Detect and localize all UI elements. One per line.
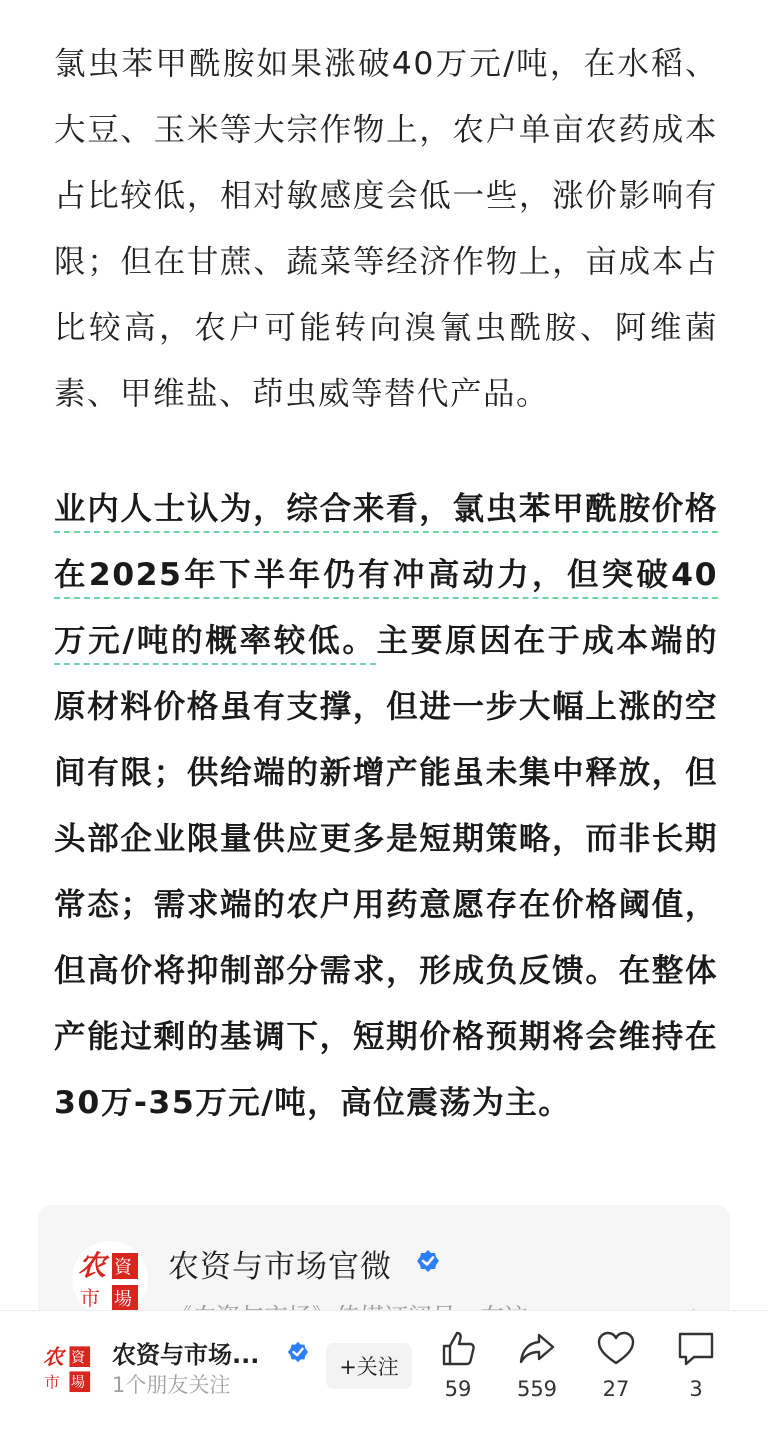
svg-text:市: 市: [44, 1373, 60, 1392]
article-paragraph-2: [54, 476, 718, 1136]
article-paragraph-1: 氯虫苯甲酰胺如果涨破40万元/吨，在水稻、大豆、玉米等大宗作物上，农户单亩农药成本占比较低，相对敏感度会低一些，涨价影响有限；但在甘蔗、蔬菜等经济作物上，亩成本占比较高，农户可能转向溴氰虫酰胺、阿维菌素、甲维盐、茚虫威等替代产品。: [54, 46, 718, 412]
comment-count: 3: [689, 1377, 703, 1401]
favorite-count: 27: [602, 1377, 630, 1401]
share-button[interactable]: [502, 1329, 572, 1419]
svg-text:农: 农: [78, 1249, 107, 1282]
svg-text:資: 資: [114, 1257, 132, 1278]
highlighted-sentence[interactable]: 业内人士认为，综合来看，氯虫苯甲酰胺价格在2025年下半年仍有冲高动力，但突破40万元/吨的概率较低。: [54, 491, 718, 659]
favorite-button[interactable]: [581, 1329, 651, 1419]
svg-text:农: 农: [42, 1345, 64, 1370]
author-name[interactable]: 农资与市场...: [112, 1341, 260, 1369]
verified-badge-icon: [416, 1249, 440, 1273]
like-button[interactable]: [423, 1329, 493, 1419]
like-count: 59: [444, 1377, 472, 1401]
author-avatar-icon[interactable]: [40, 1339, 96, 1395]
thumbs-up-icon: [438, 1329, 478, 1369]
paragraph-2-rest: 主要原因在于成本端的原材料价格虽有支撑，但进一步大幅上涨的空间有限；供给端的新增产能虽未集中释放，但头部企业限量供应更多是短期策略，而非长期常态；需求端的农户用药意愿存在价格阈值，但高价将抑制部分需求，形成负反馈。在整体产能过剩的基调下，短期价格预期将会维持在30万-35万元/吨，高位震荡为主。: [54, 623, 718, 1121]
share-arrow-icon: [517, 1329, 557, 1369]
account-name: 农资与市场官微: [168, 1249, 392, 1285]
svg-text:場: 場: [114, 1289, 132, 1310]
follow-button[interactable]: +关注: [326, 1343, 412, 1389]
comment-button[interactable]: [661, 1329, 731, 1419]
svg-text:場: 場: [70, 1374, 85, 1391]
share-count: 559: [516, 1377, 558, 1401]
bottom-action-bar: [0, 1310, 768, 1440]
svg-text:市: 市: [80, 1286, 100, 1310]
friends-following-count: 1个朋友关注: [112, 1373, 231, 1397]
heart-icon: [596, 1329, 636, 1369]
verified-badge-icon: [287, 1341, 309, 1363]
account-logo-icon: [72, 1241, 148, 1317]
comment-bubble-icon: [676, 1329, 716, 1369]
svg-text:資: 資: [70, 1349, 85, 1366]
